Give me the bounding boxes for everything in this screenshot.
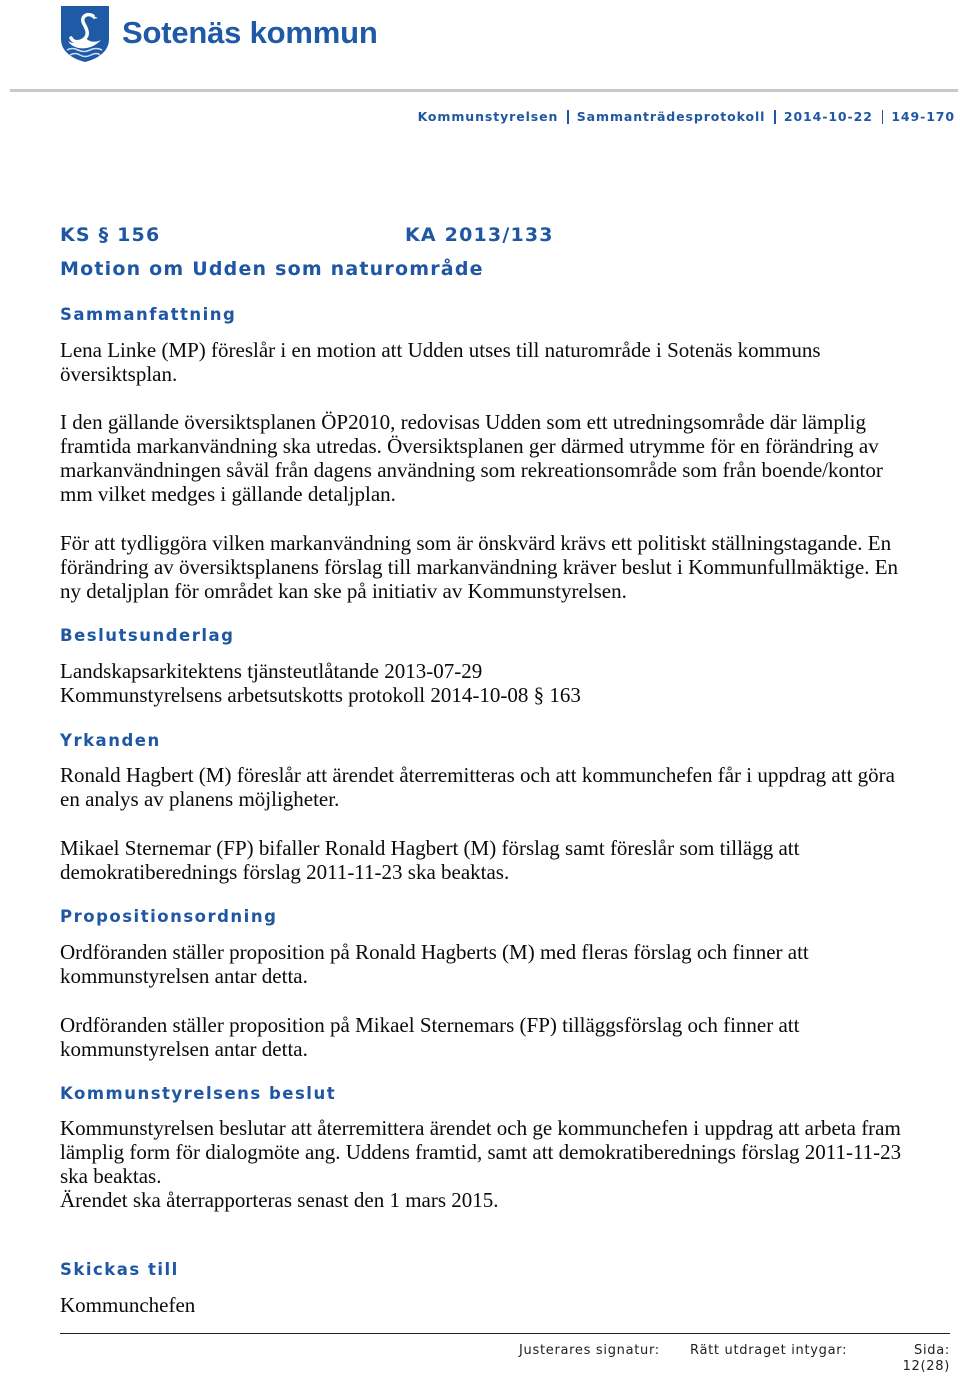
- header-paragraph-range: 149-170: [891, 109, 955, 124]
- text-line: ny detaljplan för området kan ske på initiativ av Kommunstyrelsen.: [60, 579, 627, 603]
- text-line: Mikael Sternemar (FP) bifaller Ronald Hagbert (M) förslag samt föreslår som tillägg att: [60, 836, 800, 860]
- text-line: Ordföranden ställer proposition på Ronald Hagberts (M) med fleras förslag och finner att: [60, 940, 809, 964]
- text-line: Ronald Hagbert (M) föreslår att ärendet återremitteras och att kommunchefen får i uppdrag att göra: [60, 763, 895, 787]
- text-line: Kommunchefen: [60, 1293, 196, 1317]
- footer-certified-label: Rätt utdraget intygar:: [690, 1343, 848, 1358]
- section-heading-decision-basis: Beslutsunderlag: [60, 626, 235, 645]
- section-heading-proposition-order: Propositionsordning: [60, 907, 278, 926]
- text-line: Landskapsarkitektens tjänsteutlåtande 2013-07-29: [60, 659, 483, 683]
- footer-page-label: Sida:: [914, 1343, 950, 1358]
- header-date: 2014-10-22: [783, 109, 873, 124]
- proposition-paragraph: [60, 1013, 940, 1061]
- motions-paragraph: [60, 836, 940, 884]
- case-diary-number: KA 2013/133: [405, 224, 554, 246]
- text-line: lämplig form för dialogmöte ang. Uddens framtid, samt att demokratiberednings förslag 2011-11-23: [60, 1140, 902, 1164]
- summary-paragraph: [60, 531, 940, 603]
- case-title: Motion om Udden som naturområde: [60, 258, 484, 280]
- footer-page-number: 12(28): [902, 1359, 950, 1374]
- decision-basis-paragraph: [60, 659, 940, 707]
- footer-divider: [60, 1333, 950, 1334]
- header-divider: [10, 89, 958, 92]
- text-line: För att tydliggöra vilken markanvändning som är önskvärd krävs ett politiskt ställningstagande. En: [60, 531, 892, 555]
- shield-swan-icon: [60, 5, 110, 63]
- text-line: kommunstyrelsen antar detta.: [60, 1037, 308, 1061]
- text-line: ska beaktas.: [60, 1164, 162, 1188]
- text-line: framtida markanvändning ska utredas. Översiktsplanen ger därmed utrymme för en förändring av: [60, 434, 879, 458]
- summary-paragraph: [60, 410, 940, 506]
- board-decision-paragraph: [60, 1116, 940, 1212]
- text-line: Kommunstyrelsen beslutar att återremittera ärendet och ge kommunchefen i uppdrag att arbeta fram: [60, 1116, 901, 1140]
- text-line: Ordföranden ställer proposition på Mikael Sternemars (FP) tilläggsförslag och finner att: [60, 1013, 800, 1037]
- text-line: markanvändningen såväl från dagens användning som rekreationsområde som från boende/kontor: [60, 458, 883, 482]
- text-line: förändring av översiktsplanens förslag till markanvändning kräver beslut i Kommunfullmäktige. En: [60, 555, 899, 579]
- text-line: Kommunstyrelsens arbetsutskotts protokoll 2014-10-08 § 163: [60, 683, 581, 707]
- section-heading-send-to: Skickas till: [60, 1260, 179, 1279]
- header-body: Kommunstyrelsen: [417, 109, 559, 124]
- header-separator: [882, 110, 884, 124]
- text-line: kommunstyrelsen antar detta.: [60, 964, 308, 988]
- section-heading-board-decision: Kommunstyrelsens beslut: [60, 1084, 337, 1103]
- text-line: Ärendet ska återrapporteras senast den 1 mars 2015.: [60, 1188, 499, 1212]
- running-header: [418, 108, 955, 126]
- case-paragraph-number: KS § 156: [60, 224, 161, 246]
- logo-wordmark: Sotenäs kommun: [122, 15, 378, 50]
- proposition-paragraph: [60, 940, 940, 988]
- header-document-type: Sammanträdesprotokoll: [576, 109, 766, 124]
- motions-paragraph: [60, 763, 940, 811]
- text-line: demokratiberednings förslag 2011-11-23 ska beaktas.: [60, 860, 510, 884]
- section-heading-summary: Sammanfattning: [60, 305, 237, 324]
- send-to-paragraph: [60, 1293, 940, 1317]
- section-heading-motions: Yrkanden: [60, 731, 161, 750]
- text-line: en analys av planens möjligheter.: [60, 787, 340, 811]
- text-line: I den gällande översiktsplanen ÖP2010, redovisas Udden som ett utredningsområde där lämplig: [60, 410, 866, 434]
- text-line: översiktsplan.: [60, 362, 178, 386]
- text-line: Lena Linke (MP) föreslår i en motion att Udden utses till naturområde i Sotenäs kommuns: [60, 338, 821, 362]
- header-separator: [567, 110, 569, 124]
- footer-signature-label: Justerares signatur:: [519, 1343, 660, 1358]
- summary-paragraph: [60, 338, 940, 386]
- text-line: mm vilket medges i gällande detaljplan.: [60, 482, 396, 506]
- header-separator: [774, 110, 776, 124]
